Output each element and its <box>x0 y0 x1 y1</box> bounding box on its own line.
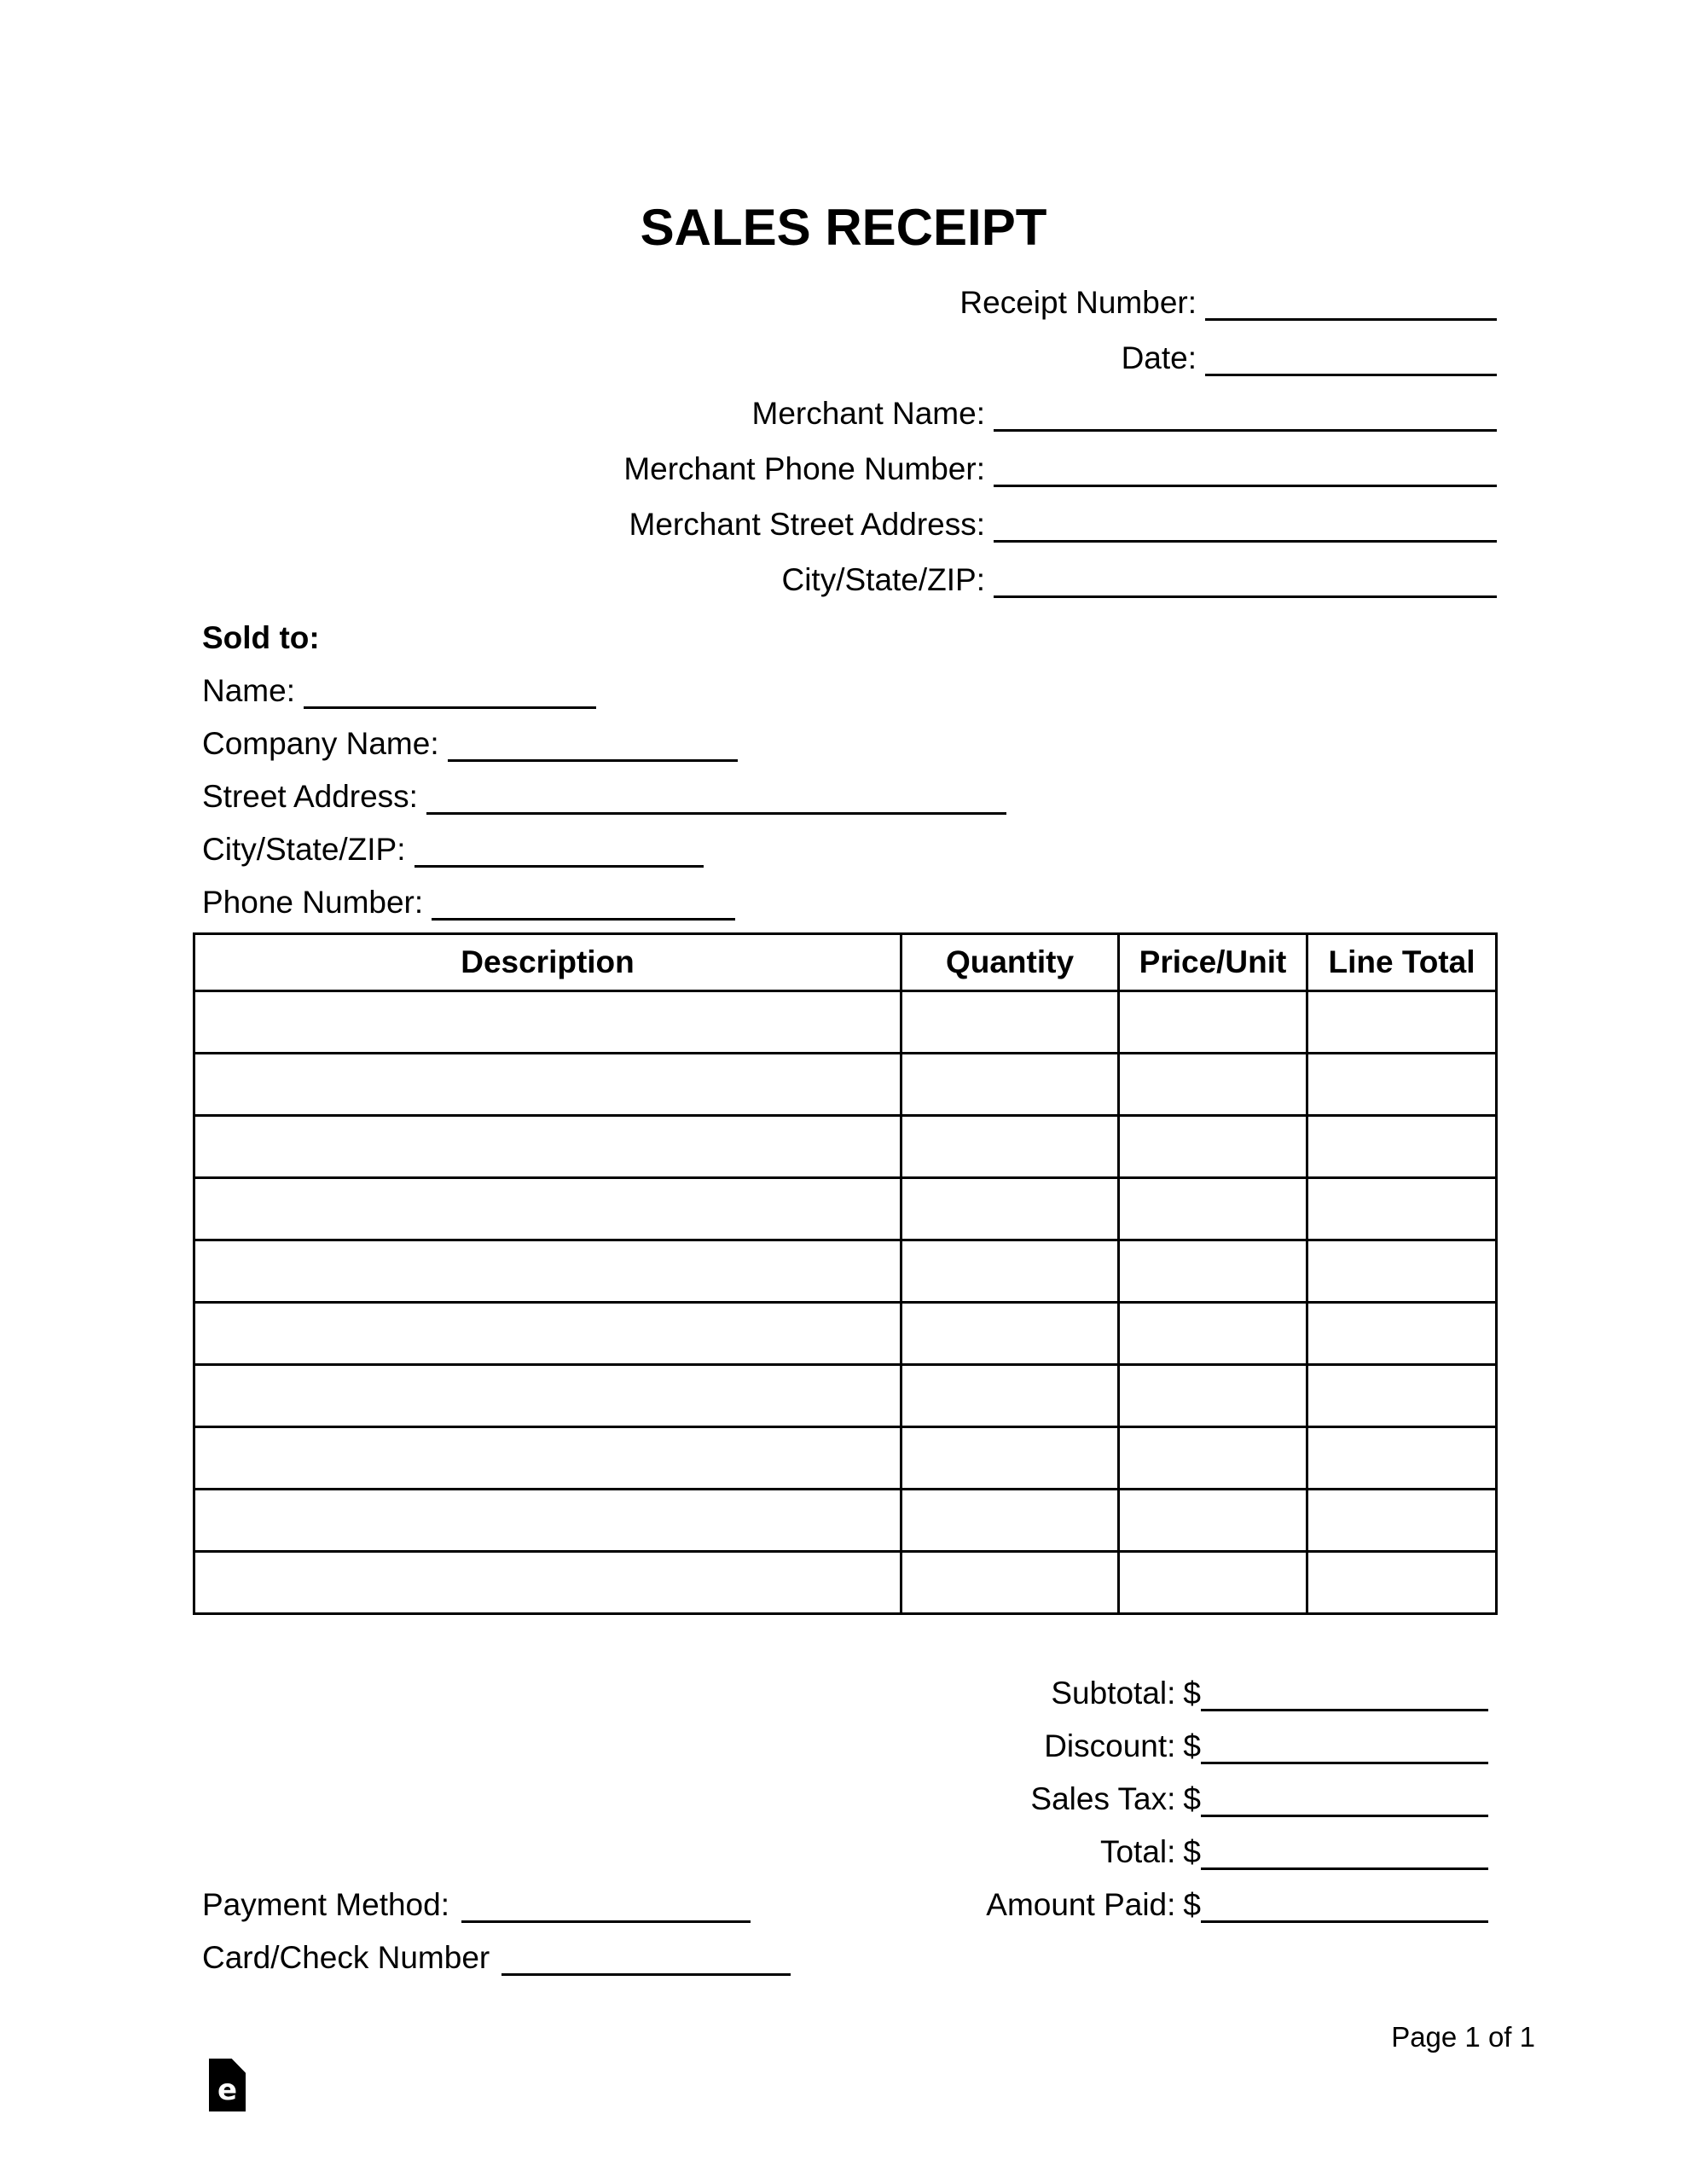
table-cell[interactable] <box>1307 1365 1497 1427</box>
card-check-number-label: Card/Check Number <box>202 1940 490 1975</box>
total-field[interactable] <box>1201 1867 1488 1870</box>
eforms-logo <box>209 2059 246 2111</box>
sales-tax-label: Sales Tax: <box>1030 1781 1176 1816</box>
receipt-number-field[interactable] <box>1205 317 1497 321</box>
merchant-name-label: Merchant Name: <box>751 396 985 431</box>
description-column-header: Description <box>194 934 901 991</box>
merchant-phone-field[interactable] <box>994 484 1497 487</box>
payment-method-field[interactable] <box>461 1920 751 1923</box>
table-cell[interactable] <box>1119 1240 1307 1303</box>
sales-tax-currency-sign: $ <box>1183 1781 1201 1816</box>
amount-paid-group <box>986 1879 1488 1931</box>
payment-method-group <box>202 1879 751 1931</box>
table-cell[interactable] <box>901 1116 1119 1178</box>
merchant-name-row <box>559 386 1497 441</box>
date-row <box>559 330 1497 386</box>
table-cell[interactable] <box>1307 1303 1497 1365</box>
table-cell[interactable] <box>1307 1552 1497 1614</box>
amount-paid-field[interactable] <box>1201 1920 1488 1923</box>
merchant-citystatezip-field[interactable] <box>994 595 1497 598</box>
table-cell[interactable] <box>901 1054 1119 1116</box>
table-cell[interactable] <box>1307 1116 1497 1178</box>
card-check-number-row <box>202 1931 791 1984</box>
discount-field[interactable] <box>1201 1761 1488 1764</box>
table-cell[interactable] <box>194 1240 901 1303</box>
table-cell[interactable] <box>1119 1116 1307 1178</box>
subtotal-label: Subtotal: <box>1051 1676 1176 1711</box>
table-row <box>194 1365 1497 1427</box>
table-cell[interactable] <box>1119 1054 1307 1116</box>
quantity-column-header: Quantity <box>901 934 1119 991</box>
total-row <box>721 1826 1488 1879</box>
table-cell[interactable] <box>901 1365 1119 1427</box>
sold-to-section <box>202 612 1311 929</box>
merchant-citystatezip-row <box>559 552 1497 607</box>
table-cell[interactable] <box>901 1552 1119 1614</box>
table-cell[interactable] <box>1119 1303 1307 1365</box>
buyer-citystatezip-field[interactable] <box>415 864 704 868</box>
price-unit-column-header: Price/Unit <box>1119 934 1307 991</box>
page-title: SALES RECEIPT <box>640 199 1047 256</box>
merchant-citystatezip-label: City/State/ZIP: <box>781 562 985 597</box>
table-cell[interactable] <box>194 1365 901 1427</box>
total-label: Total: <box>1099 1834 1176 1869</box>
card-check-number-field[interactable] <box>501 1972 791 1976</box>
merchant-header-fields <box>559 275 1497 607</box>
discount-label: Discount: <box>1044 1728 1176 1763</box>
table-cell[interactable] <box>194 1054 901 1116</box>
discount-row <box>721 1720 1488 1773</box>
subtotal-row <box>721 1667 1488 1720</box>
totals-section <box>721 1667 1488 1879</box>
receipt-number-row <box>559 275 1497 330</box>
table-row <box>194 991 1497 1054</box>
merchant-street-row <box>559 497 1497 552</box>
page-indicator: Page 1 of 1 <box>1391 2021 1535 2053</box>
subtotal-currency-sign: $ <box>1183 1676 1201 1711</box>
table-cell[interactable] <box>1119 1552 1307 1614</box>
sales-tax-row <box>721 1773 1488 1826</box>
buyer-street-label: Street Address: <box>202 779 418 814</box>
buyer-street-row <box>202 770 1311 823</box>
table-row <box>194 1303 1497 1365</box>
merchant-street-field[interactable] <box>994 539 1497 543</box>
table-cell[interactable] <box>1307 991 1497 1054</box>
table-cell[interactable] <box>1119 1365 1307 1427</box>
table-cell[interactable] <box>901 1303 1119 1365</box>
sales-tax-field[interactable] <box>1201 1814 1488 1817</box>
sold-to-heading: Sold to: <box>202 620 320 655</box>
table-row <box>194 1178 1497 1240</box>
table-cell[interactable] <box>1119 1178 1307 1240</box>
buyer-phone-row <box>202 876 1311 929</box>
table-cell[interactable] <box>194 991 901 1054</box>
table-header-row <box>194 934 1497 991</box>
table-cell[interactable] <box>901 1240 1119 1303</box>
buyer-name-row <box>202 665 1311 717</box>
table-row <box>194 1427 1497 1490</box>
table-cell[interactable] <box>1307 1054 1497 1116</box>
subtotal-field[interactable] <box>1201 1708 1488 1711</box>
merchant-name-field[interactable] <box>994 428 1497 432</box>
buyer-name-label: Name: <box>202 673 295 708</box>
table-cell[interactable] <box>194 1116 901 1178</box>
buyer-company-row <box>202 717 1311 770</box>
line-items-table <box>193 932 1498 1615</box>
buyer-name-field[interactable] <box>304 706 596 709</box>
table-cell[interactable] <box>901 1427 1119 1490</box>
date-label: Date: <box>1121 340 1197 375</box>
buyer-phone-label: Phone Number: <box>202 885 424 920</box>
line-total-column-header: Line Total <box>1307 934 1497 991</box>
discount-currency-sign: $ <box>1183 1728 1201 1763</box>
table-cell[interactable] <box>194 1490 901 1552</box>
table-row <box>194 1490 1497 1552</box>
table-row <box>194 1116 1497 1178</box>
table-cell[interactable] <box>1307 1178 1497 1240</box>
table-cell[interactable] <box>1307 1240 1497 1303</box>
merchant-phone-row <box>559 441 1497 497</box>
payment-method-label: Payment Method: <box>202 1887 449 1922</box>
buyer-company-field[interactable] <box>448 758 738 762</box>
table-cell[interactable] <box>901 1178 1119 1240</box>
merchant-street-label: Merchant Street Address: <box>629 507 985 542</box>
table-cell[interactable] <box>1307 1490 1497 1552</box>
merchant-phone-label: Merchant Phone Number: <box>623 451 985 486</box>
table-cell[interactable] <box>194 1178 901 1240</box>
buyer-citystatezip-label: City/State/ZIP: <box>202 832 406 867</box>
buyer-phone-field[interactable] <box>432 917 735 921</box>
table-cell[interactable] <box>1307 1427 1497 1490</box>
table-cell[interactable] <box>194 1427 901 1490</box>
date-field[interactable] <box>1205 373 1497 376</box>
table-cell[interactable] <box>1119 1427 1307 1490</box>
table-cell[interactable] <box>1119 1490 1307 1552</box>
logo-letter: e <box>217 2073 238 2107</box>
table-cell[interactable] <box>901 1490 1119 1552</box>
payment-amount-paid-row <box>202 1879 1488 1931</box>
table-row <box>194 1552 1497 1614</box>
table-row <box>194 1240 1497 1303</box>
amount-paid-currency-sign: $ <box>1183 1887 1201 1922</box>
table-row <box>194 1054 1497 1116</box>
buyer-citystatezip-row <box>202 823 1311 876</box>
table-cell[interactable] <box>901 991 1119 1054</box>
table-cell[interactable] <box>194 1552 901 1614</box>
amount-paid-label: Amount Paid: <box>986 1887 1176 1922</box>
table-cell[interactable] <box>194 1303 901 1365</box>
buyer-company-label: Company Name: <box>202 726 439 761</box>
buyer-street-field[interactable] <box>426 811 1006 815</box>
total-currency-sign: $ <box>1183 1834 1201 1869</box>
table-cell[interactable] <box>1119 991 1307 1054</box>
receipt-number-label: Receipt Number: <box>959 285 1197 320</box>
